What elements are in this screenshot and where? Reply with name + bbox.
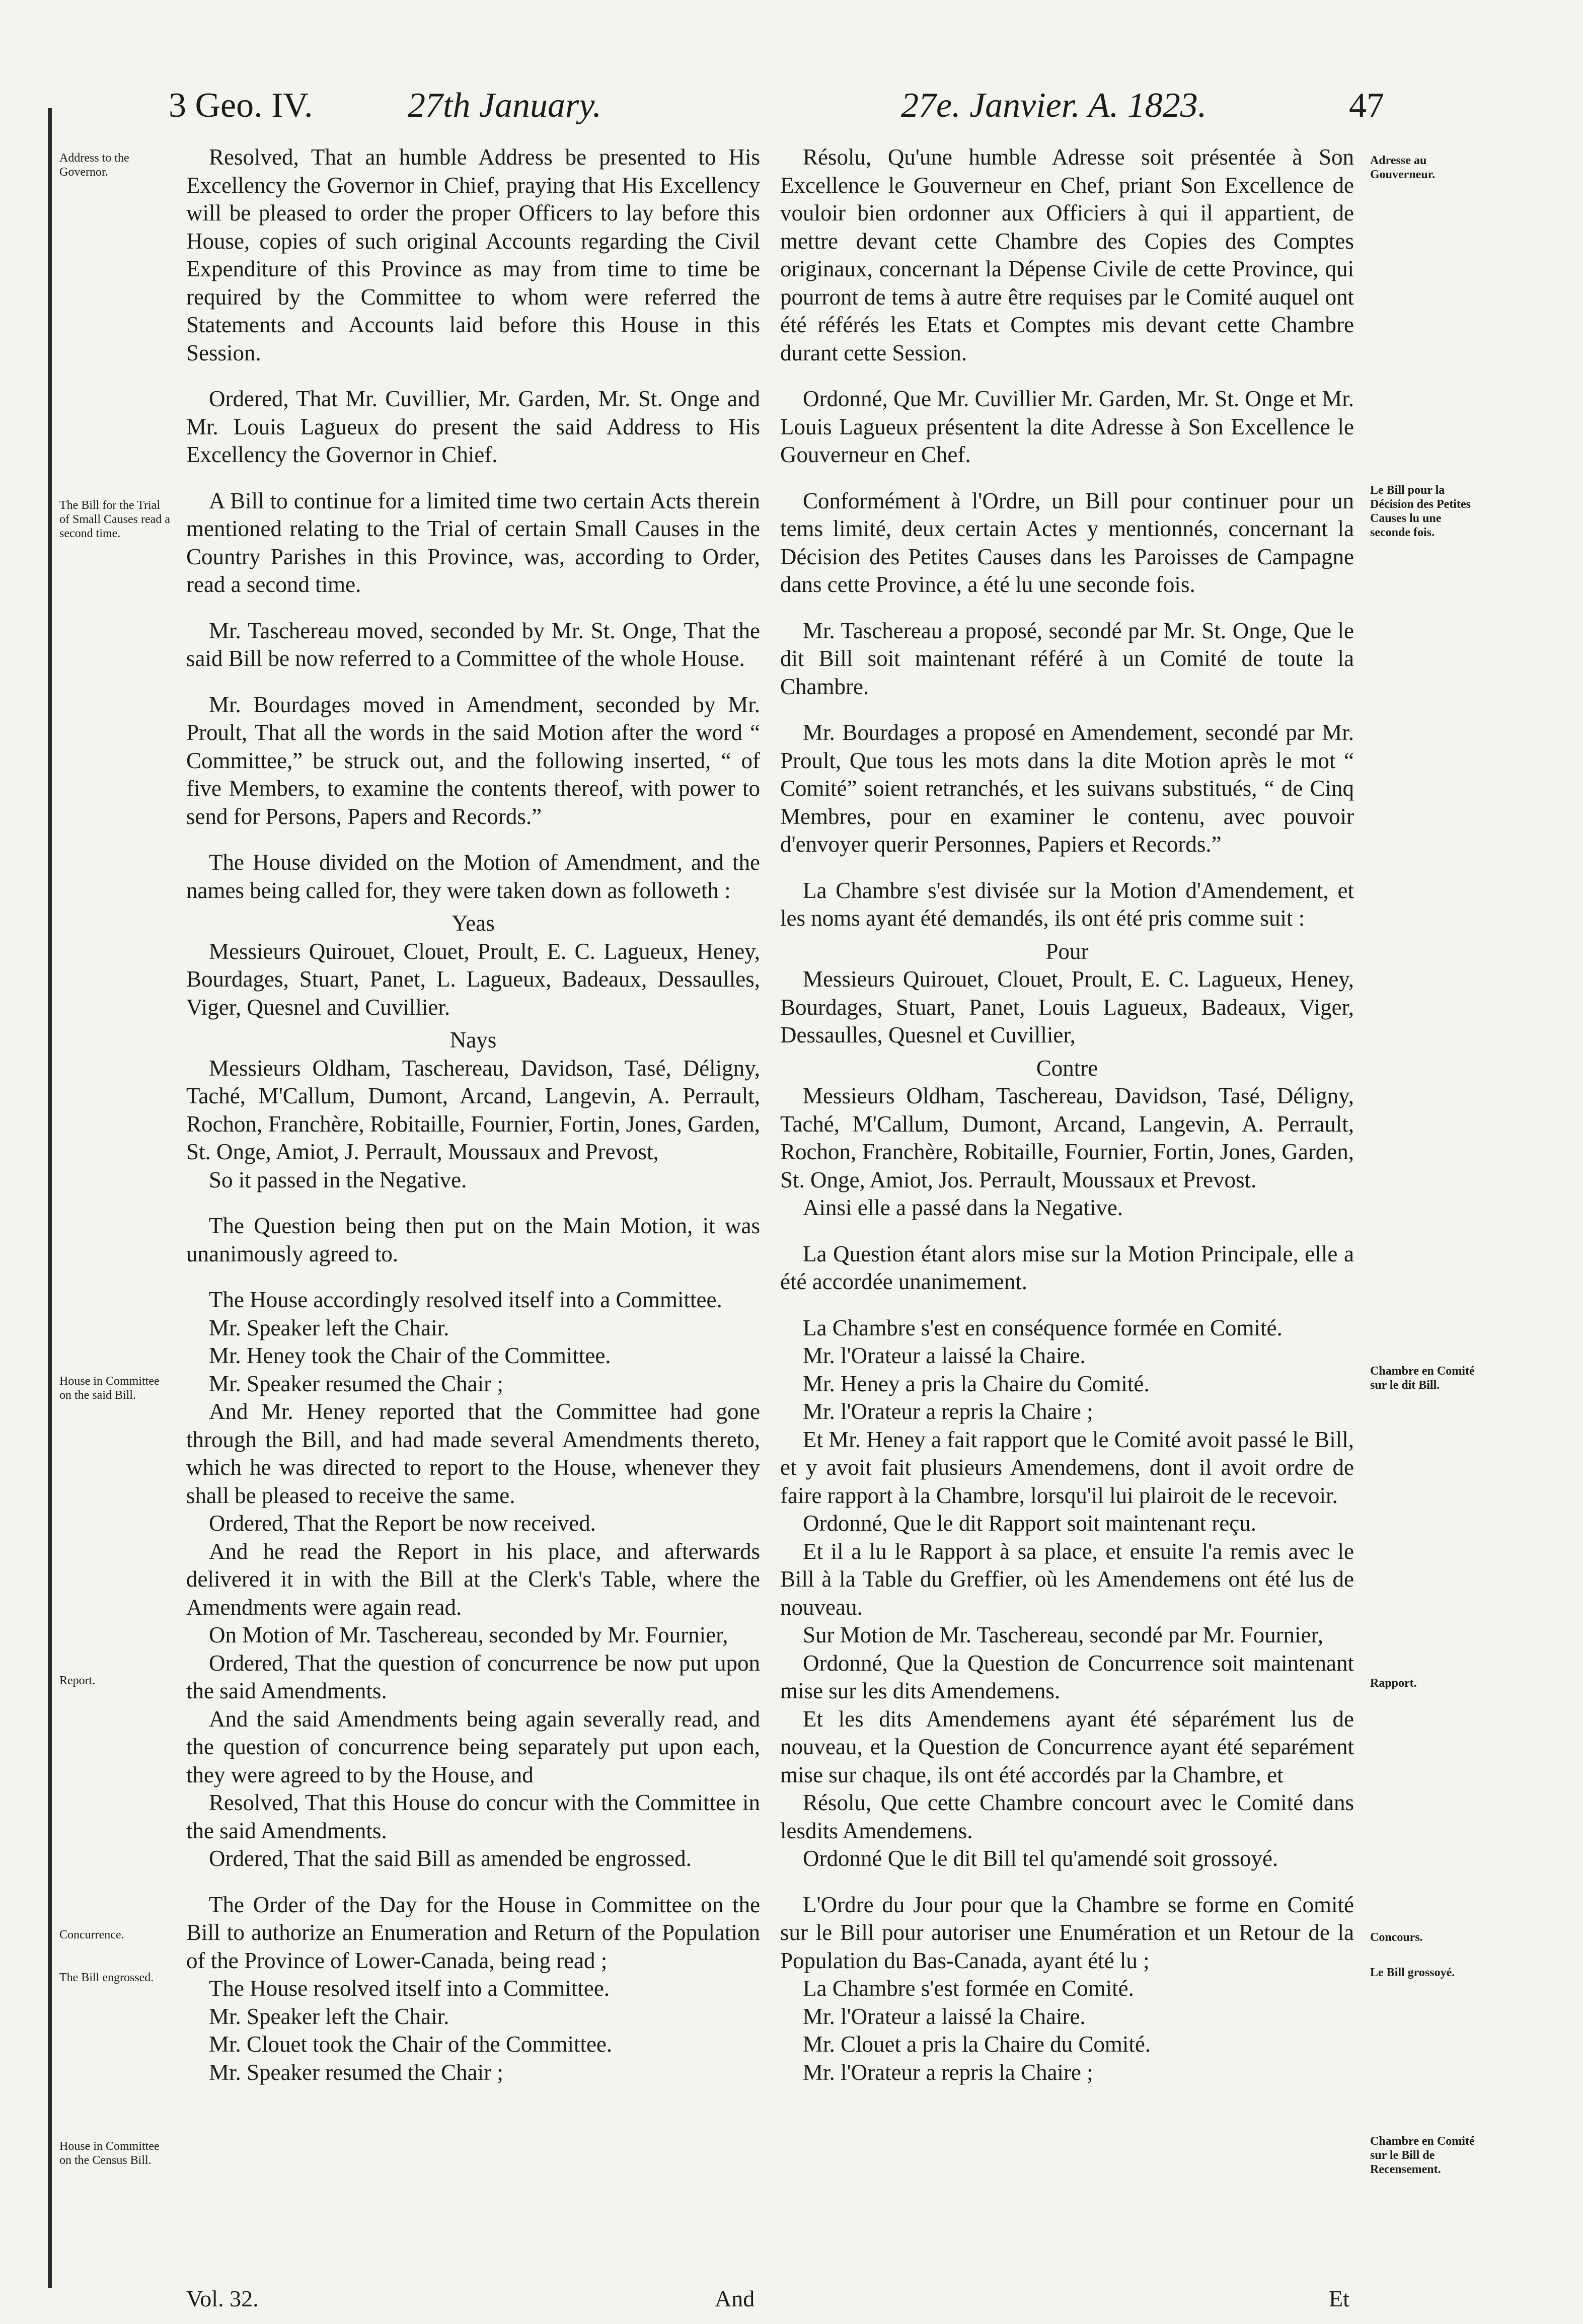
paragraph-resolved-concur: Resolved, That this House do concur with the Committee in the said Amendments.	[186, 1790, 760, 1843]
paragraph-comite-recensement: La Chambre s'est formée en Comité.	[803, 1976, 1134, 2001]
margin-note-recensement: Chambre en Comité sur le Bill de Recensement.	[1370, 2135, 1475, 2176]
paragraph-motion-principale: La Question étant alors mise sur la Motion Principale, elle a été accordée unanimement.	[780, 1241, 1354, 1294]
speaker-resumed-chair: Mr. Speaker resumed the Chair ;	[209, 1371, 503, 1396]
heney-pris-chaire: Mr. Heney a pris la Chaire du Comité.	[803, 1371, 1150, 1396]
orateur-repris-chaire: Mr. l'Orateur a repris la Chaire ;	[803, 1399, 1093, 1424]
orateur-laisse-chaire-2: Mr. l'Orateur a laissé la Chaire.	[803, 2003, 1086, 2029]
header-date-english: 27th January.	[408, 86, 601, 125]
footer-volume: Vol. 32.	[186, 2286, 259, 2311]
paragraph-negative-fr: Ainsi elle a passé dans la Negative.	[803, 1195, 1123, 1220]
paragraph-motion-taschereau: On Motion of Mr. Taschereau, seconded by Mr. Fournier,	[209, 1622, 728, 1647]
contre-list: Messieurs Oldham, Taschereau, Davidson, Tasé, Déligny, Taché, M'Callum, Dumont, Arcand, Langevin, A. Perrault, Rochon, Franchère, Robitaille, Fournier, Fortin, Jones, Garden, St. Onge, Amiot, Jos. Perrault, Moussaux et Prevost.	[780, 1083, 1354, 1192]
paragraph-adresse-resolution: Résolu, Qu'une humble Adresse soit présentée à Son Excellence le Gouverneur en Chef, priant Son Excellence de vouloir bien ordonner aux Officiers à qui il appartient, de mettre devant cette Chambre des Copies des Comptes originaux, concernant la Dépense Civile de cette Province, qui pourront de tems à autre être requises par le Comité auquel ont été référés les Etats et Comptes mis devant cette Chambre durant cette Session.	[780, 144, 1354, 365]
orateur-laisse-chaire: Mr. l'Orateur a laissé la Chaire.	[803, 1343, 1086, 1368]
page-number: 47	[1349, 86, 1384, 125]
paragraph-report-received: Ordered, That the Report be now received.	[209, 1511, 596, 1536]
paragraph-rapport-lu: Et il a lu le Rapport à sa place, et ensuite l'a remis avec le Bill à la Table du Greffier, où les Amendemens ont été lus de nouveau.	[780, 1538, 1354, 1620]
english-column	[186, 143, 760, 2086]
paragraph-resolu-concourt: Résolu, Que cette Chambre concourt avec le Comité dans lesdits Amendemens.	[780, 1790, 1354, 1843]
paragraph-concurrence-question: Ordered, That the question of concurrence be now put upon the said Amendments.	[186, 1650, 760, 1703]
paragraph-bill-second-reading: A Bill to continue for a limited time two certain Acts therein mentioned relating to the Trial of certain Small Causes in the Country Parishes in this Province, was, according to Order, read a second time.	[186, 488, 760, 597]
paragraph-census-committee: The House resolved itself into a Committee.	[209, 1976, 610, 2001]
paragraph-motion-taschereau-fr: Sur Motion de Mr. Taschereau, secondé par Mr. Fournier,	[803, 1622, 1323, 1647]
yeas-list: Messieurs Quirouet, Clouet, Proult, E. C. Lagueux, Heney, Bourdages, Stuart, Panet, L. Lagueux, Badeaux, Dessaulles, Viger, Quesnel and Cuvillier.	[186, 938, 760, 1020]
paragraph-division: The House divided on the Motion of Amendment, and the names being called for, they were taken down as followeth :	[186, 850, 760, 903]
margin-note-petites-causes: Le Bill pour la Décision des Petites Causes lu une seconde fois.	[1370, 484, 1471, 539]
paragraph-amendment: Mr. Bourdages moved in Amendment, seconded by Mr. Proult, That all the words in the said Motion after the word “ Committee,” be struck out, and the following inserted, “ of five Members, to examine the contents thereof, with power to send for Persons, Papers and Records.”	[186, 692, 760, 829]
paragraph-address-resolution: Resolved, That an humble Address be presented to His Excellency the Governor in Chief, praying that His Excellency will be pleased to order the proper Officers to lay before this House, copies of such original Accounts regarding the Civil Expenditure of this Province as may from time to time be required by the Committee to whom were referred the Statements and Accounts laid before this House in this Session.	[186, 144, 760, 365]
pour-heading: Pour	[1045, 938, 1089, 964]
margin-note-grossoye: Le Bill grossoyé.	[1370, 1966, 1455, 1979]
clouet-took-chair: Mr. Clouet took the Chair of the Committee.	[209, 2032, 613, 2057]
header-reign: 3 Geo. IV.	[169, 86, 313, 125]
paragraph-heney-report: And Mr. Heney reported that the Committee had gone through the Bill, and had made several Amendments thereto, which he was directed to report to the House, whenever they shall be pleased to receive the same.	[186, 1399, 760, 1508]
paragraph-report-read: And he read the Report in his place, and afterwards delivered it in with the Bill at the Clerk's Table, where the Amendments were again read.	[186, 1538, 760, 1620]
margin-note-chambre-comite: Chambre en Comité sur le dit Bill.	[1370, 1365, 1475, 1392]
paragraph-division-fr: La Chambre s'est divisée sur la Motion d'Amendement, et les noms ayant été demandés, ils ont été pris comme suit :	[780, 877, 1354, 931]
paragraph-committee: The House accordingly resolved itself into a Committee.	[209, 1287, 722, 1312]
paragraph-census-order: The Order of the Day for the House in Committee on the Bill to authorize an Enumeration and Return of the Population of the Province of Lower-Canada, being read ;	[186, 1892, 760, 1973]
paragraph-main-motion: The Question being then put on the Main Motion, it was unanimously agreed to.	[186, 1213, 760, 1266]
paragraph-bill-seconde-lecture: Conformément à l'Ordre, un Bill pour continuer pour un tems limité, deux certain Actes y mentionnés, concernant la Décision des Petites Causes dans les Paroisses de Campagne dans cette Province, a été lu une seconde fois.	[780, 488, 1354, 597]
header-date-french: 27e. Janvier. A. 1823.	[901, 86, 1207, 125]
margin-note-small-causes: The Bill for the Trial of Small Causes read a second time.	[59, 499, 170, 540]
paragraph-negative: So it passed in the Negative.	[209, 1167, 467, 1192]
paragraph-address-ordered: Ordered, That Mr. Cuvillier, Mr. Garden, Mr. St. Onge and Mr. Louis Lagueux do present the said Address to His Excellency the Governor in Chief.	[186, 386, 760, 467]
speaker-resumed-chair-2: Mr. Speaker resumed the Chair ;	[209, 2059, 503, 2085]
footer-catchword-english: And	[715, 2286, 755, 2311]
paragraph-motion-comite: Mr. Taschereau a proposé, secondé par Mr. St. Onge, Que le dit Bill soit maintenant référé à un Comité de toute la Chambre.	[780, 618, 1354, 699]
margin-note-adresse: Adresse au Gouverneur.	[1370, 154, 1436, 181]
paragraph-amendments-agreed: And the said Amendments being again severally read, and the question of concurrence being separately put upon each, they were agreed to by the House, and	[186, 1706, 760, 1787]
left-margin-rule	[48, 108, 52, 2288]
margin-note-engrossed: The Bill engrossed.	[59, 1971, 154, 1984]
paragraph-motion-committee: Mr. Taschereau moved, seconded by Mr. St. Onge, That the said Bill be now referred to a Committee of the whole House.	[186, 618, 760, 671]
french-column	[780, 143, 1354, 2086]
paragraph-heney-rapport: Et Mr. Heney a fait rapport que le Comité avoit passé le Bill, et y avoit fait plusieurs Amendemens, dont il avoit ordre de faire rapport à la Chambre, lorsqu'il lui plairoit de le recevoir.	[780, 1427, 1354, 1508]
margin-note-concours: Concours.	[1370, 1931, 1423, 1944]
paragraph-comite-fr: La Chambre s'est en conséquence formée en Comité.	[803, 1315, 1283, 1340]
nays-list: Messieurs Oldham, Taschereau, Davidson, Tasé, Déligny, Taché, M'Callum, Dumont, Arcand, Langevin, A. Perrault, Rochon, Franchère, Robitaille, Fournier, Fortin, Jones, Garden, St. Onge, Amiot, J. Perrault, Moussaux and Prevost,	[186, 1055, 760, 1164]
paragraph-engrossed: Ordered, That the said Bill as amended be engrossed.	[209, 1846, 692, 1871]
paragraph-rapport-recu: Ordonné, Que le dit Rapport soit maintenant reçu.	[803, 1511, 1257, 1536]
margin-note-census: House in Committee on the Census Bill.	[59, 2140, 160, 2167]
speaker-left-chair-2: Mr. Speaker left the Chair.	[209, 2003, 449, 2029]
margin-note-concurrence: Concurrence.	[59, 1928, 124, 1941]
speaker-left-chair: Mr. Speaker left the Chair.	[209, 1315, 449, 1340]
yeas-heading: Yeas	[451, 911, 495, 936]
orateur-repris-chaire-2: Mr. l'Orateur a repris la Chaire ;	[803, 2059, 1093, 2085]
paragraph-adresse-ordonne: Ordonné, Que Mr. Cuvillier Mr. Garden, Mr. St. Onge et Mr. Louis Lagueux présentent la dite Adresse à Son Excellence le Gouverneur en Chef.	[780, 386, 1354, 467]
paragraph-amendemens-accordes: Et les dits Amendemens ayant été séparément lus de nouveau, et la Question de Concurrence ayant été separément mise sur chaque, ils ont été accordés par la Chambre, et	[780, 1706, 1354, 1787]
margin-note-house-committee: House in Committee on the said Bill.	[59, 1375, 160, 1402]
margin-note-address: Address to the Governor.	[59, 152, 129, 179]
paragraph-grossoye: Ordonné Que le dit Bill tel qu'amendé soit grossoyé.	[803, 1846, 1278, 1871]
paragraph-ordre-recensement: L'Ordre du Jour pour que la Chambre se forme en Comité sur le Bill pour autoriser une Enumération et un Retour de la Population du Bas-Canada, ayant été lu ;	[780, 1892, 1354, 1973]
pour-list: Messieurs Quirouet, Clouet, Proult, E. C. Lagueux, Heney, Bourdages, Stuart, Panet, Louis Lagueux, Badeaux, Viger, Dessaulles, Quesnel et Cuvillier,	[780, 966, 1354, 1047]
margin-note-report: Report.	[59, 1674, 96, 1687]
contre-heading: Contre	[1036, 1055, 1098, 1081]
margin-note-rapport: Rapport.	[1370, 1677, 1417, 1690]
paragraph-question-concurrence: Ordonné, Que la Question de Concurrence soit maintenant mise sur les dits Amendemens.	[780, 1650, 1354, 1703]
nays-heading: Nays	[449, 1027, 497, 1053]
heney-took-chair: Mr. Heney took the Chair of the Committee.	[209, 1343, 611, 1368]
paragraph-amendement: Mr. Bourdages a proposé en Amendement, secondé par Mr. Proult, Que tous les mots dans la dite Motion après le mot “ Comité” soient retranchés, et les suivans substitués, “ de Cinq Membres, pour en examiner le contenu, avec pouvoir d'envoyer querir Personnes, Papiers et Records.”	[780, 720, 1354, 857]
footer-catchword-french: Et	[1329, 2286, 1349, 2311]
clouet-pris-chaire: Mr. Clouet a pris la Chaire du Comité.	[803, 2032, 1151, 2057]
